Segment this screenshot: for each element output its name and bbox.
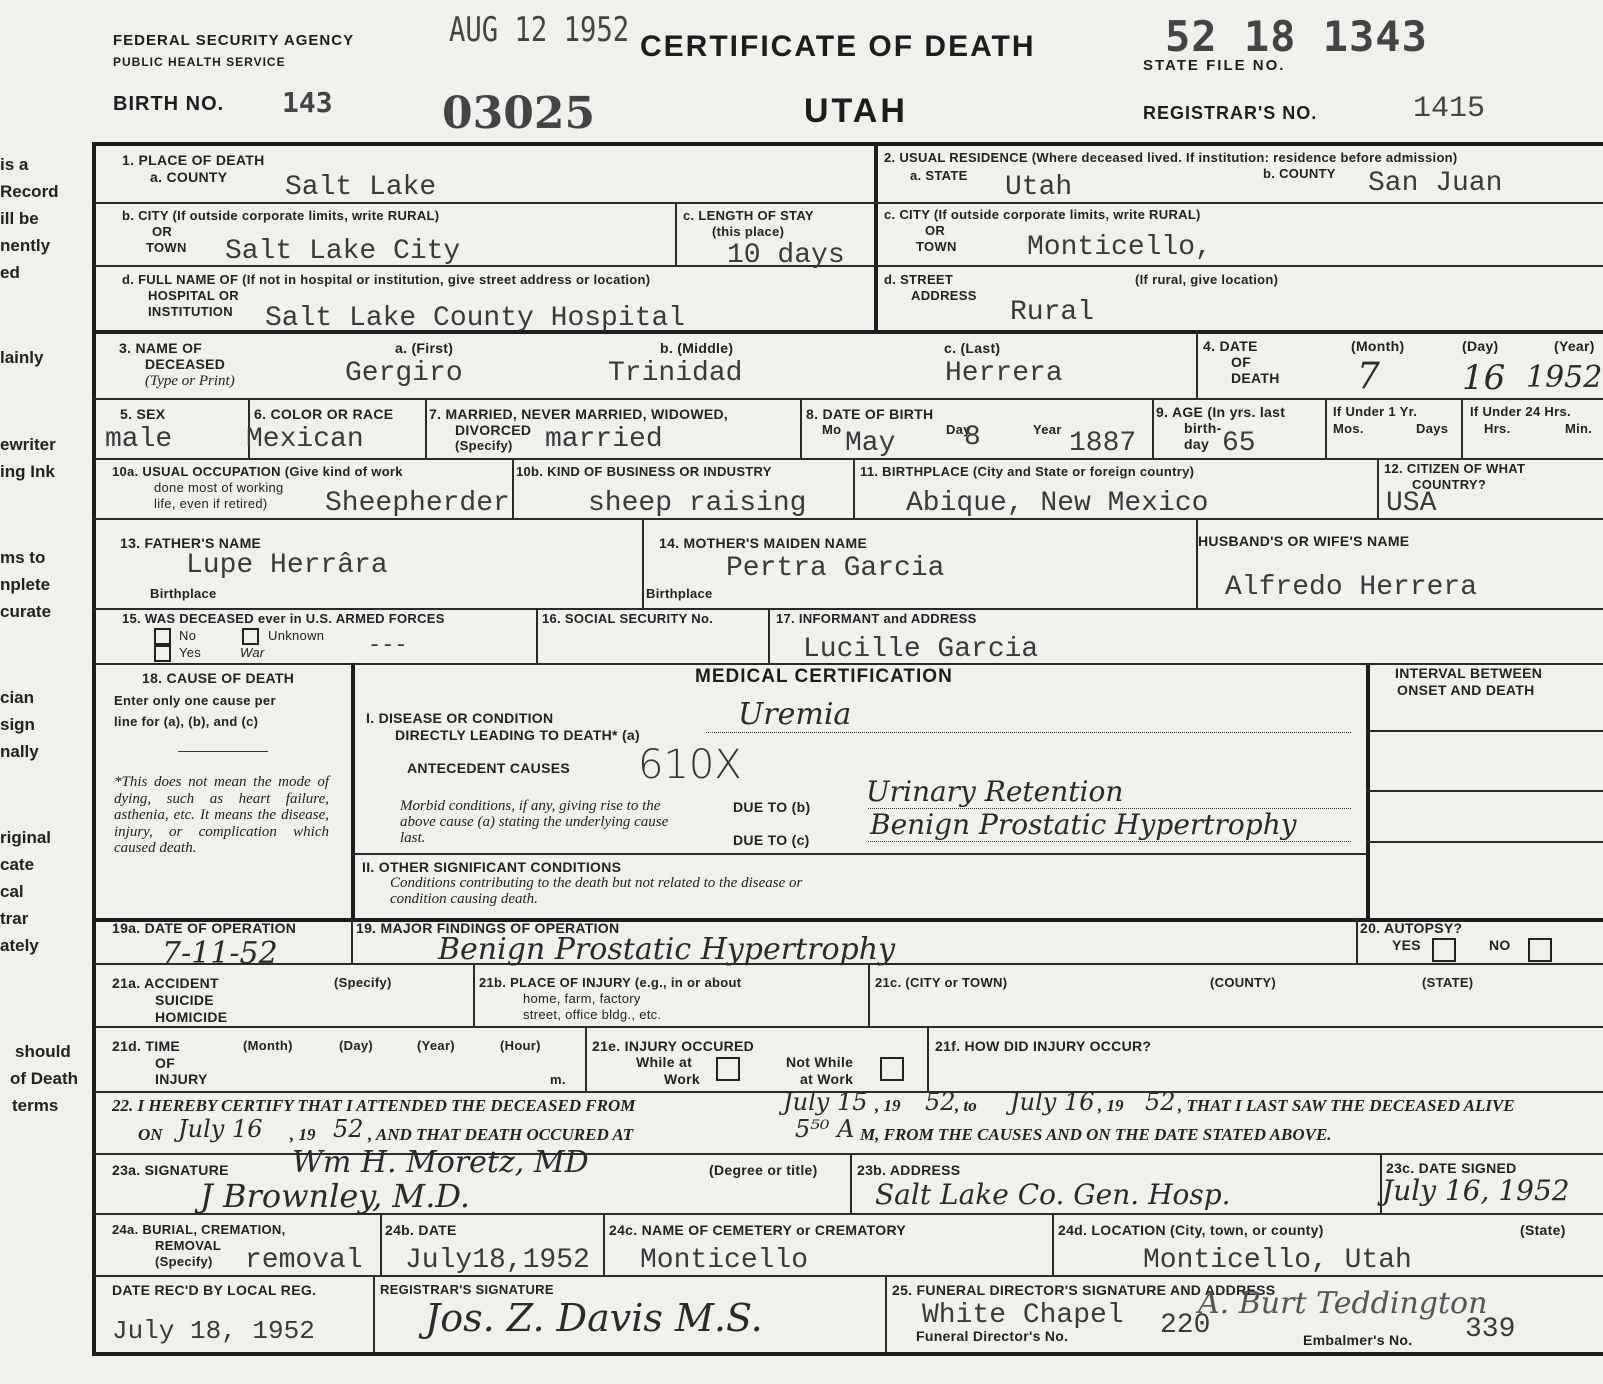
margin-text: ed [0,263,20,282]
rule [1377,458,1379,518]
rule [425,398,427,458]
registrar-signature-label: REGISTRAR'S SIGNATURE [380,1282,554,1297]
cemetery-location-label: 24d. LOCATION (City, town, or county) [1058,1222,1324,1238]
cause-footnote: *This does not mean the mode of dying, such as heart failure, asthenia, etc. It means the disease, injury, or complication which caused death. [114,774,329,856]
certify-text-7: , 19 [290,1125,316,1144]
last-name-value: Herrera [945,358,1063,389]
armed-forces-value: --- [368,633,408,658]
medical-certification-heading: MEDICAL CERTIFICATION [695,666,953,687]
death-year-label: (Year) [1554,338,1595,354]
birthplace-value: Abique, New Mexico [906,488,1209,519]
rule [94,1026,1603,1028]
rule [1366,730,1603,732]
length-of-stay-label: c. LENGTH OF STAY [683,208,814,223]
interval-label: INTERVAL BETWEEN [1395,665,1543,681]
injury-month-label: (Month) [243,1038,293,1053]
injury-hour-label: (Hour) [500,1038,541,1053]
armed-forces-unknown-label: Unknown [268,628,325,643]
margin-text: riginal [0,828,52,847]
rule [800,398,802,458]
disposition-date-label: 24b. DATE [385,1222,457,1238]
spouse-label: HUSBAND'S OR WIFE'S NAME [1198,533,1410,549]
margin-text: ill be [0,209,39,228]
cause-a-value: Uremia [738,697,852,732]
homicide-label: HOMICIDE [155,1009,228,1025]
death-day-label: (Day) [1462,338,1499,354]
street-label: d. STREET [884,272,954,287]
section-divider [874,142,878,330]
injury-state-label: (STATE) [1422,975,1474,990]
rule [351,853,1366,855]
birth-year-value: 1887 [1069,428,1137,459]
rule [1366,841,1603,843]
funeral-home-value: White Chapel [922,1300,1124,1331]
rule [94,398,1603,400]
cause-of-death-label: 18. CAUSE OF DEATH [142,670,295,686]
marital-label-2: DIVORCED [455,422,532,438]
certify-text-4: , 19 [1098,1096,1124,1115]
certifier-address-value: Salt Lake Co. Gen. Hosp. [875,1178,1231,1211]
social-security-label: 16. SOCIAL SECURITY No. [542,611,714,626]
frame-bottom-rule [92,1352,1603,1356]
rule [585,1026,587,1091]
margin-text: lainly [0,348,44,367]
injury-time-label-3: INJURY [155,1071,208,1087]
disposition-label: 24a. BURIAL, CREMATION, [112,1222,286,1237]
county-label: a. COUNTY [150,169,228,185]
father-value: Lupe Herrâra [186,550,388,581]
operation-date-value: 7-11-52 [162,936,278,971]
margin-text: sign [0,715,35,734]
rule [850,1153,852,1213]
birthplace-label: 11. BIRTHPLACE (City and State or foreign country) [860,464,1195,479]
rule [1196,330,1198,398]
rule [373,1275,375,1352]
place-of-injury-label-3: street, office bldg., etc. [523,1007,662,1022]
certify-text-2: , 19 [875,1096,901,1115]
margin-text: should [15,1042,71,1061]
certify-text-1: 22. I HEREBY CERTIFY THAT I ATTENDED THE DECEASED FROM [112,1096,636,1115]
autopsy-label: 20. AUTOPSY? [1360,920,1463,936]
disease-label: I. DISEASE OR CONDITION [366,710,554,726]
rule [1366,790,1603,792]
cemetery-state-label: (State) [1520,1222,1566,1238]
city-value: Salt Lake City [225,236,461,267]
birth-no-value: 143 [282,86,333,119]
days-label: Days [1416,421,1449,436]
autopsy-no-label: NO [1489,937,1511,953]
occupation-value: Sheepherder [325,488,510,519]
rule [1356,918,1358,963]
last-name-label: c. (Last) [944,340,1001,356]
margin-text: terms [12,1096,59,1115]
due-to-b-label: DUE TO (b) [733,799,811,815]
armed-forces-yes-label: Yes [179,645,202,660]
usual-residence-label: 2. USUAL RESIDENCE (Where deceased lived. If institution: residence before admission) [884,150,1458,165]
margin-text: trar [0,909,29,928]
hospital-label-3: INSTITUTION [148,304,233,319]
disposition-date-value: July18,1952 [405,1245,590,1276]
name-label: 3. NAME OF [119,340,203,356]
sex-label: 5. SEX [120,406,166,422]
disposition-label-3: (Specify) [155,1254,213,1269]
operation-findings-value: Benign Prostatic Hypertrophy [438,932,896,967]
rule [853,458,855,518]
margin-text: is a [0,155,29,174]
place-of-injury-label-2: home, farm, factory [523,991,641,1006]
disease-label-2: DIRECTLY LEADING TO DEATH* (a) [395,727,640,743]
certify-text-6: ON [138,1125,163,1144]
injury-occurred-label: 21e. INJURY OCCURED [592,1038,755,1054]
margin-text: ewriter [0,435,56,454]
hours-label: Hrs. [1484,421,1511,436]
city-label: b. CITY (If outside corporate limits, write RURAL) [122,208,440,223]
residence-city-label: c. CITY (If outside corporate limits, write RURAL) [884,207,1201,222]
middle-name-label: b. (Middle) [660,340,734,356]
birth-date-label: 8. DATE OF BIRTH [806,406,934,422]
residence-or-label: OR [925,223,946,238]
rule [706,732,1351,733]
disposition-label-2: REMOVAL [155,1238,222,1253]
first-name-value: Gergiro [345,358,463,389]
residence-state-value: Utah [1005,172,1073,203]
rule [1461,398,1463,458]
residence-city-value: Monticello, [1027,232,1212,263]
length-of-stay-sublabel: (this place) [712,224,785,239]
marital-value: married [545,424,663,455]
rule [1196,518,1198,608]
armed-forces-unknown-checkbox[interactable] [242,628,259,645]
rule [603,1213,605,1275]
rule [927,1026,929,1091]
injury-county-label: (COUNTY) [1210,975,1276,990]
city-or-label: OR [152,224,173,239]
birth-month-value: May [845,428,896,459]
operation-findings-label: 19. MAJOR FINDINGS OF OPERATION [356,920,620,936]
while-at-work-checkbox[interactable] [716,1057,740,1081]
hospital-label-2: HOSPITAL OR [148,288,239,303]
rule [1052,1213,1054,1275]
last-seen-date: July 16 [178,1115,263,1143]
accident-label: 21a. ACCIDENT [112,975,219,991]
rule [675,202,677,265]
under-one-year-label: If Under 1 Yr. [1333,404,1418,419]
place-of-injury-label: 21b. PLACE OF INJURY (e.g., in or about [479,975,742,990]
rule [868,841,1351,842]
rule [94,608,1603,610]
injury-time-label: 21d. TIME [112,1038,181,1054]
rule [178,751,268,752]
minutes-label: Min. [1565,421,1593,436]
city-town-label: TOWN [146,240,187,255]
while-at-label: While at [636,1054,693,1070]
residence-county-value: San Juan [1368,168,1503,199]
race-label: 6. COLOR OR RACE [254,406,394,422]
certificate-title: CERTIFICATE OF DEATH [640,30,1036,63]
funeral-director-signature: A. Burt Teddington [1198,1286,1488,1321]
birth-month-label: Mo [822,422,842,437]
disposition-value: removal [245,1245,363,1276]
marital-label: 7. MARRIED, NEVER MARRIED, WIDOWED, [429,406,729,422]
place-of-death-label: 1. PLACE OF DEATH [122,152,265,168]
state-file-number: 52 18 1343 [1165,12,1428,61]
other-conditions-label: II. OTHER SIGNIFICANT CONDITIONS [362,859,622,875]
armed-forces-war-label: War [240,645,265,660]
street-label-2: ADDRESS [911,288,977,303]
age-label-2: birth- [1184,420,1222,436]
age-label: 9. AGE (In yrs. last [1156,404,1286,420]
armed-forces-label: 15. WAS DECEASED ever in U.S. ARMED FORCES [122,611,445,626]
cause-instructions-2: line for (a), (b), and (c) [114,714,259,729]
rule [351,918,353,963]
rule [351,663,355,918]
armed-forces-yes-checkbox[interactable] [154,645,171,662]
informant-value: Lucille Garcia [803,634,1039,665]
margin-text: cate [0,855,35,874]
age-value: 65 [1222,428,1256,459]
attended-from-date: July 15 [783,1088,868,1116]
industry-value: sheep raising [588,488,807,519]
interval-label-2: ONSET AND DEATH [1397,682,1535,698]
injury-day-label: (Day) [339,1038,374,1053]
margin-text: cian [0,688,35,707]
street-value: Rural [1010,297,1095,328]
father-birthplace-label: Birthplace [150,586,217,601]
death-month-label: (Month) [1351,338,1405,354]
residence-state-label: a. STATE [910,168,968,183]
margin-text: ately [0,936,39,955]
spouse-value: Alfredo Herrera [1225,572,1478,603]
service-name: PUBLIC HEALTH SERVICE [113,55,286,69]
rule [868,963,870,1026]
registrar-signature: Jos. Z. Davis M.S. [425,1296,763,1340]
funeral-director-label: 25. FUNERAL DIRECTOR'S SIGNATURE AND ADDRESS [892,1282,1276,1298]
industry-label: 10b. KIND OF BUSINESS OR INDUSTRY [516,464,772,479]
months-label: Mos. [1333,421,1364,436]
first-name-label: a. (First) [395,340,454,356]
registrar-no-label: REGISTRAR'S NO. [1143,103,1318,123]
suicide-label: SUICIDE [155,992,214,1008]
embalmer-number-label: Embalmer's No. [1303,1332,1413,1348]
morbid-conditions-text: Morbid conditions, if any, giving rise to the above cause (a) stating the underlying cause last. [400,798,669,846]
name-label-2: DECEASED [145,356,226,372]
physician-signature-2: J Brownley, M.D. [200,1177,471,1215]
father-label: 13. FATHER'S NAME [120,535,262,551]
occupation-label-2: done most of working [154,480,284,495]
last-seen-year: 52 [333,1115,364,1143]
death-month-value: 7 [1357,356,1380,397]
street-hint: (If rural, give location) [1135,272,1279,287]
cause-b-value: Urinary Retention [866,775,1124,808]
injury-year-label: (Year) [417,1038,455,1053]
cemetery-value: Monticello [640,1245,809,1276]
operation-date-label: 19a. DATE OF OPERATION [112,920,297,936]
middle-name-value: Trinidad [608,358,743,389]
not-while-label: Not While [786,1054,854,1070]
rule [512,458,514,518]
time-of-death-value: 5⁵⁰ A [795,1115,855,1143]
date-signed-label: 23c. DATE SIGNED [1386,1160,1517,1176]
signature-label: 23a. SIGNATURE [112,1162,229,1178]
injury-m-label: m. [550,1072,566,1087]
margin-text: cal [0,882,24,901]
margin-text: nently [0,236,51,255]
not-while-at-work-label: at Work [800,1071,854,1087]
mother-value: Pertra Garcia [726,553,945,584]
rule [1356,963,1603,965]
injury-time-label-2: OF [155,1055,176,1071]
funeral-director-number-value: 220 [1160,1310,1211,1341]
cause-c-value: Benign Prostatic Hypertrophy [870,808,1297,841]
attended-from-year: 52 [925,1088,956,1116]
citizen-label: 12. CITIZEN OF WHAT [1384,461,1526,476]
informant-label: 17. INFORMANT and ADDRESS [776,611,977,626]
how-injury-label: 21f. HOW DID INJURY OCCUR? [935,1038,1152,1054]
date-received-label: DATE REC'D BY LOCAL REG. [112,1282,317,1298]
date-signed-value: July 16, 1952 [1382,1174,1570,1207]
margin-text: Record [0,182,59,201]
residence-county-label: b. COUNTY [1263,166,1336,181]
state-name: UTAH [804,92,908,130]
while-work-label: Work [664,1071,700,1087]
occupation-label: 10a. USUAL OCCUPATION (Give kind of work [112,464,403,479]
rule [536,608,538,663]
cemetery-location-value: Monticello, Utah [1143,1245,1412,1276]
county-value: Salt Lake [285,172,437,203]
autopsy-yes-checkbox[interactable] [1432,938,1456,962]
antecedent-label: ANTECEDENT CAUSES [407,760,571,776]
certify-text-8: , AND THAT DEATH OCCURED AT [368,1125,634,1144]
frame-top-rule [92,142,1603,146]
marital-label-3: (Specify) [455,438,513,453]
margin-text: of Death [10,1069,78,1088]
margin-text: nplete [0,575,51,594]
citizen-label-2: COUNTRY? [1412,477,1487,492]
autopsy-yes-label: YES [1392,937,1421,953]
age-label-3: day [1184,436,1210,452]
accident-specify-label: (Specify) [334,975,392,990]
name-label-3: (Type or Print) [145,373,235,389]
rule [1152,398,1154,458]
date-of-death-label: 4. DATE [1203,338,1258,354]
funeral-director-number-label: Funeral Director's No. [916,1328,1069,1344]
mother-label: 14. MOTHER'S MAIDEN NAME [659,535,868,551]
state-file-label: STATE FILE NO. [1143,57,1286,74]
birth-day-label: Day [946,422,971,437]
date-received-value: July 18, 1952 [112,1316,315,1346]
rule [473,963,475,1026]
under-24-hours-label: If Under 24 Hrs. [1470,404,1571,419]
cause-instructions: Enter only one cause per [114,693,276,708]
margin-text: ing Ink [0,462,55,481]
attended-to-year: 52 [1145,1088,1176,1116]
frame-left-rule [92,142,96,1356]
armed-forces-no-label: No [179,628,197,643]
attended-to-date: July 16 [1010,1088,1095,1116]
cemetery-label: 24c. NAME OF CEMETERY or CREMATORY [609,1222,906,1238]
date-of-death-label-3: DEATH [1231,370,1280,386]
rule [1325,398,1327,458]
not-while-at-work-checkbox[interactable] [880,1057,904,1081]
certify-text-5: , THAT I LAST SAW THE DECEASED ALIVE [1178,1096,1515,1115]
margin-text: curate [0,602,52,621]
rule [768,608,770,663]
certify-text-9: M, FROM THE CAUSES AND ON THE DATE STATED ABOVE. [860,1125,1332,1144]
agency-name: FEDERAL SECURITY AGENCY [113,32,355,49]
stamp-number: 03025 [442,88,596,139]
residence-town-label: TOWN [916,239,957,254]
physician-signature: Wm H. Moretz, MD [292,1145,589,1180]
date-of-death-label-2: OF [1231,354,1252,370]
injury-city-label: 21c. (CITY or TOWN) [875,975,1008,990]
embalmer-number-value: 339 [1465,1314,1516,1345]
birth-day-value: 8 [964,422,981,453]
rule [380,1213,382,1275]
sex-value: male [105,424,173,455]
occupation-label-3: life, even if retired) [154,496,268,511]
certify-text-3: , to [955,1096,977,1115]
margin-text: ms to [0,548,46,567]
autopsy-no-checkbox[interactable] [1528,938,1552,962]
margin-text: nally [0,742,39,761]
birth-no-label: BIRTH NO. [113,93,225,115]
other-conditions-text: Conditions contributing to the death but not related to the disease or condition causing death. [390,875,803,907]
armed-forces-no-checkbox[interactable] [154,628,171,645]
citizen-value: USA [1386,488,1437,519]
received-date-stamp: AUG 12 1952 [449,10,630,50]
rule [642,518,644,608]
due-to-c-label: DUE TO (c) [733,832,810,848]
death-day-value: 16 [1462,358,1506,398]
birth-year-label: Year [1033,422,1062,437]
cause-code-value: 610X [638,742,742,788]
death-year-value: 1952 [1526,360,1603,395]
registrar-no-value: 1415 [1413,92,1486,126]
length-of-stay-value: 10 days [727,240,845,271]
rule [885,1275,887,1352]
race-value: Mexican [246,424,364,455]
certifier-address-label: 23b. ADDRESS [857,1162,961,1178]
hospital-value: Salt Lake County Hospital [265,303,686,334]
mother-birthplace-label: Birthplace [646,586,713,601]
rule [94,518,1603,520]
hospital-label: d. FULL NAME OF (If not in hospital or institution, give street address or location) [122,272,651,287]
degree-label: (Degree or title) [709,1162,818,1178]
